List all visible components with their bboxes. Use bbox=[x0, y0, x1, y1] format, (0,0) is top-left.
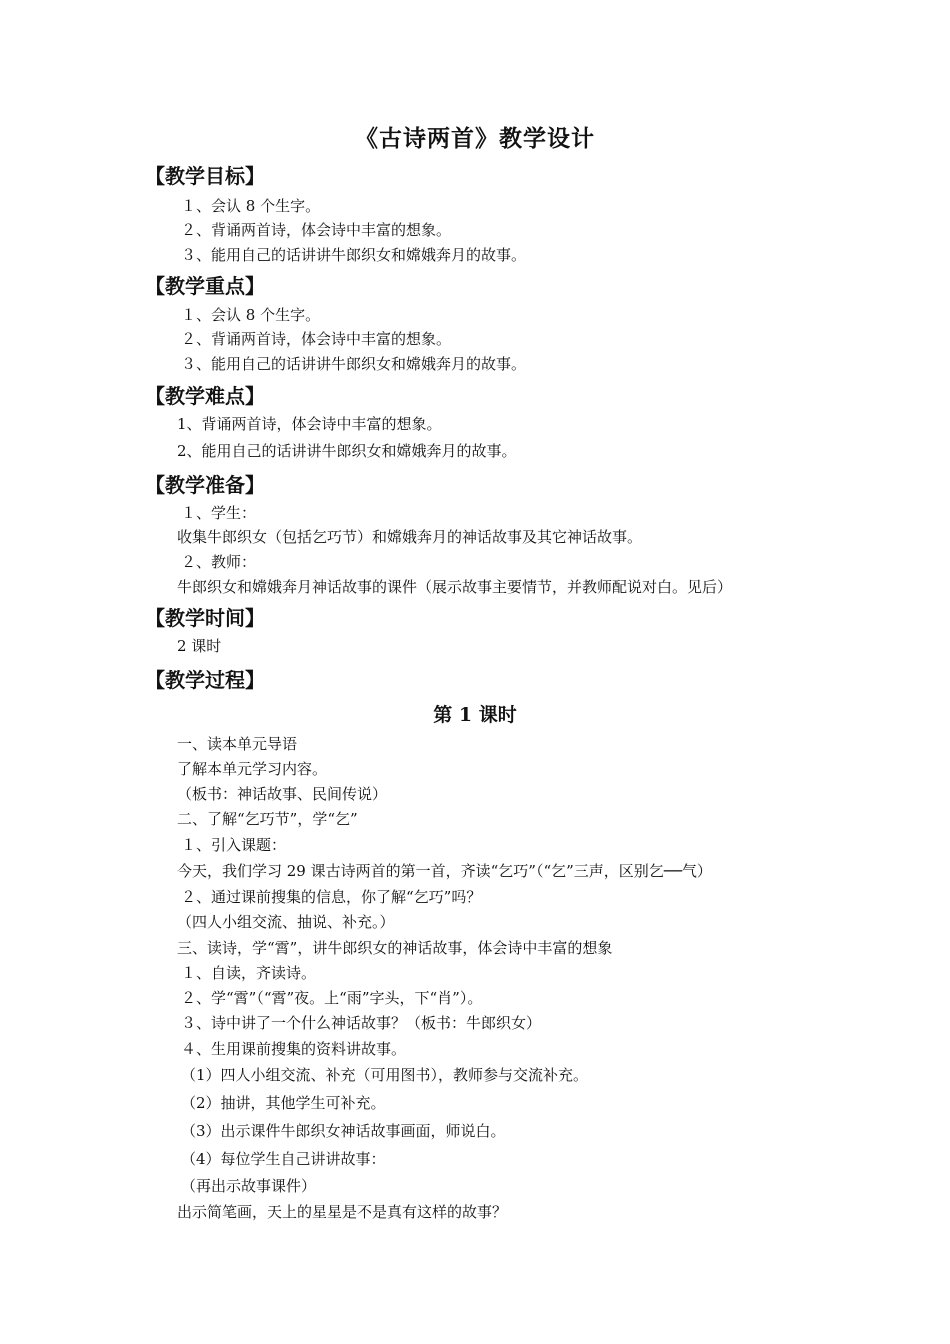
preparation-item: １、学生： bbox=[181, 504, 257, 522]
process-item: （再出示故事课件） bbox=[181, 1177, 317, 1195]
lesson-title: 第 1 课时 bbox=[433, 704, 517, 726]
process-item: 今天，我们学习 29 课古诗两首的第一首，齐读“乞巧”（“乞”三声，区别乞──气） bbox=[177, 862, 712, 880]
key-point-item: ３、能用自己的话讲讲牛郎织女和嫦娥奔月的故事。 bbox=[181, 355, 527, 373]
process-item: （四人小组交流、抽说、补充。） bbox=[177, 913, 395, 931]
process-item: ２、通过课前搜集的信息，你了解“乞巧”吗？ bbox=[181, 888, 482, 906]
process-item: （板书：神话故事、民间传说） bbox=[177, 785, 388, 803]
process-item: （3）出示课件牛郎织女神话故事画面，师说白。 bbox=[181, 1122, 506, 1140]
section-heading-key-points: 【教学重点】 bbox=[145, 274, 265, 298]
objective-item: ３、能用自己的话讲讲牛郎织女和嫦娥奔月的故事。 bbox=[181, 246, 527, 264]
document-title: 《古诗两首》教学设计 bbox=[355, 125, 595, 152]
preparation-item: ２、教师： bbox=[181, 553, 257, 571]
section-heading-difficulties: 【教学难点】 bbox=[145, 384, 265, 408]
process-item: ２、学“霄”（“霄”夜。上“雨”字头，下“肖”）。 bbox=[181, 989, 483, 1007]
process-item: 二、了解“乞巧节”，学“乞” bbox=[177, 810, 358, 828]
preparation-item: 牛郎织女和嫦娥奔月神话故事的课件（展示故事主要情节，并教师配说对白。见后） bbox=[177, 578, 733, 596]
difficulty-item: 2、能用自己的话讲讲牛郎织女和嫦娥奔月的故事。 bbox=[177, 442, 517, 460]
process-item: （1）四人小组交流、补充（可用图书），教师参与交流补充。 bbox=[181, 1066, 589, 1084]
process-item: １、引入课题： bbox=[181, 836, 287, 854]
section-heading-process: 【教学过程】 bbox=[145, 668, 265, 692]
section-heading-time: 【教学时间】 bbox=[145, 606, 265, 630]
section-heading-preparation: 【教学准备】 bbox=[145, 473, 265, 497]
time-item: 2 课时 bbox=[177, 637, 222, 655]
process-item: 三、读诗，学“霄”，讲牛郎织女的神话故事，体会诗中丰富的想象 bbox=[177, 939, 613, 957]
process-item: 了解本单元学习内容。 bbox=[177, 760, 328, 778]
process-item: 一、读本单元导语 bbox=[177, 735, 298, 753]
process-item: 出示简笔画，天上的星星是不是真有这样的故事？ bbox=[177, 1203, 508, 1221]
process-item: ４、生用课前搜集的资料讲故事。 bbox=[181, 1040, 407, 1058]
process-item: １、自读，齐读诗。 bbox=[181, 964, 317, 982]
objective-item: １、会认 8 个生字。 bbox=[181, 197, 321, 215]
process-item: （4）每位学生自己讲讲故事： bbox=[181, 1150, 386, 1168]
key-point-item: １、会认 8 个生字。 bbox=[181, 306, 321, 324]
difficulty-item: 1、背诵两首诗，体会诗中丰富的想象。 bbox=[177, 415, 442, 433]
objective-item: ２、背诵两首诗，体会诗中丰富的想象。 bbox=[181, 221, 452, 239]
process-item: ３、诗中讲了一个什么神话故事？（板书：牛郎织女） bbox=[181, 1014, 542, 1032]
preparation-item: 收集牛郎织女（包括乞巧节）和嫦娥奔月的神话故事及其它神话故事。 bbox=[177, 528, 643, 546]
process-item: （2）抽讲，其他学生可补充。 bbox=[181, 1094, 386, 1112]
key-point-item: ２、背诵两首诗，体会诗中丰富的想象。 bbox=[181, 330, 452, 348]
section-heading-objectives: 【教学目标】 bbox=[145, 164, 265, 188]
